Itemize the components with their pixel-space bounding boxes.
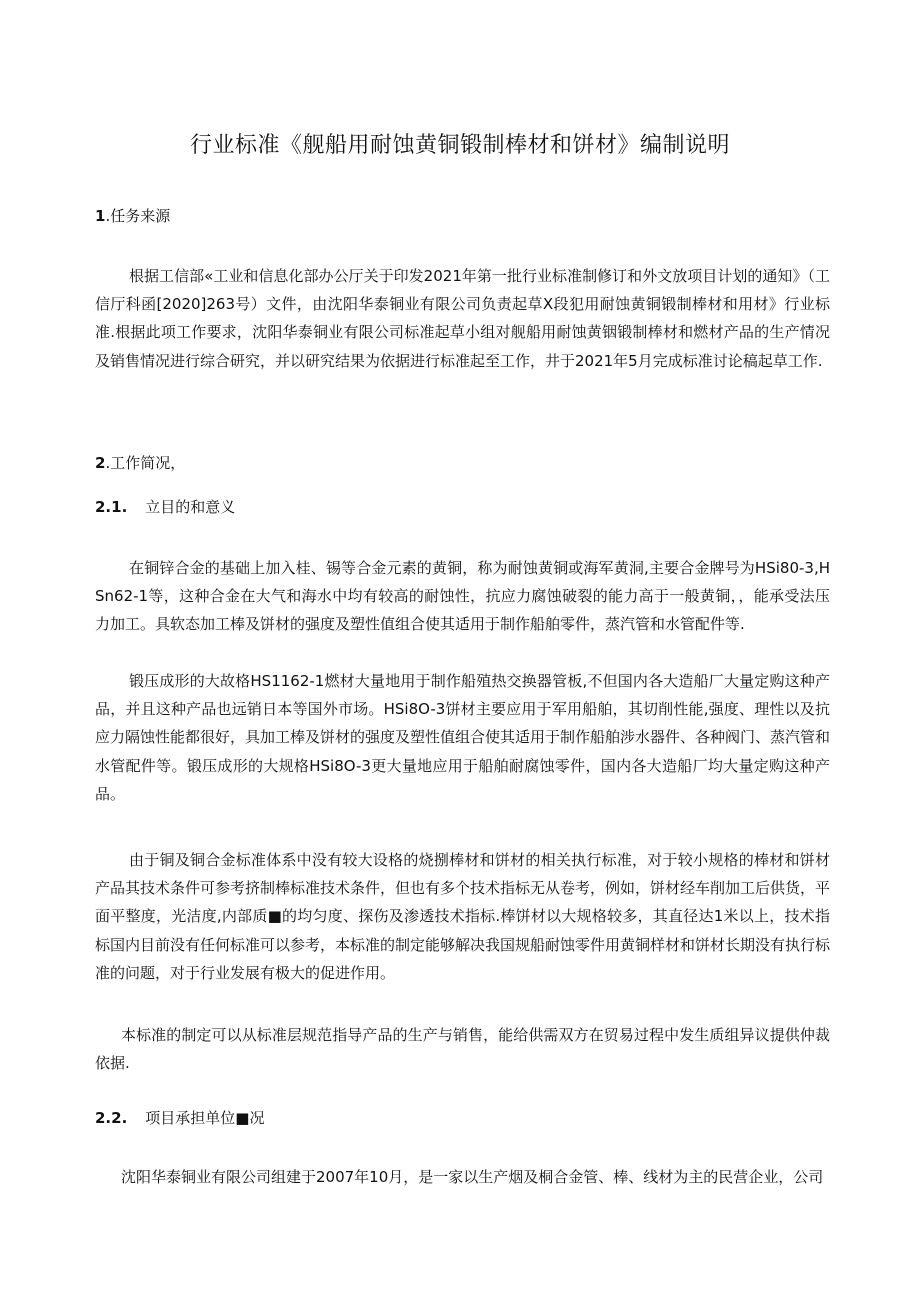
section-1-paragraph: 根据工信部«工业和信息化部办公厅关于印发2021年第一批行业标准制修订和外文放项目计划的通知》（工信厅科函[2020]263号）文件，由沈阳华泰铜业有限公司负责起草X段犯用耐蚀黄铜锻制棒材和用材》行业标准.根据此项工作要求，沈阳华泰铜业有限公司标准起草小组对舰船用耐蚀黄铟锻制棒材和燃材产品的生产情况及销售情况进行综合研究，并以研究结果为依据进行标准起至工作，井于2021年5月完成标准讨论稿起草工作.	[95, 267, 830, 370]
document-title: 行业标准《舰船用耐蚀黄铜锻制棒材和饼材》编制说明	[189, 133, 730, 158]
section-2-1-number: 2.1.	[95, 498, 128, 516]
section-2-2-number: 2.2.	[95, 1109, 128, 1127]
section-1-number: 1	[95, 207, 106, 225]
section-2-heading	[95, 452, 185, 473]
section-2-title: .工作简况，	[105, 454, 186, 472]
section-2-1-paragraph-3: 由于铜及铜合金标准体系中没有较大设格的烧捌棒材和饼材的相关执行标准，对于较小规格的棒材和饼材产品其技术条件可参考挤制棒标准技术条件，但也有多个技术指标无从卷考，例如，饼材经车削加工后供货，平面平整度，光洁度,内部质■的均匀度、探伤及渗透技术指标.棒饼材以大规格较多，其直径达1米以上，技术指标国内目前没有任何标准可以参考，本标准的制定能够解决我国规船耐蚀零件用黄铜样材和饼材长期没有执行标准的问题，对于行业发展有极大的促进作用。	[95, 851, 831, 982]
section-2-number: 2	[95, 454, 106, 472]
section-2-1-heading	[95, 496, 235, 517]
section-2-1-paragraph-1: 在铜锌合金的基础上加入桂、锡等合金元素的黄铜，称为耐蚀黄铜或海军黄洞,主要合金牌号为HSi80-3,HSn62-1等，这种合金在大气和海水中均有较高的耐蚀性，抗应力腐蚀破裂的能力高于一般黄铜，，能承受法压力加工。具软态加工棒及饼材的强度及塑性值组合使其适用于制作船舶零件，蒸汽管和水管配件等.	[95, 559, 830, 634]
section-2-2-title: 项目承担单位■况	[145, 1109, 265, 1127]
section-2-1-paragraph-4: 本标准的制定可以从标准层规范指导产品的生产与销售，能给供需双方在贸易过程中发生质组异议提供仲裁依据.	[95, 1026, 830, 1073]
section-2-2-paragraph: 沈阳华泰铜业有限公司组建于2007年10月，是一家以生产烟及桐合金管、棒、线材为主的民营企业，公司	[121, 1168, 824, 1186]
section-2-2-heading	[95, 1107, 264, 1128]
section-2-1-paragraph-2: 锻压成形的大故格HS1162-1燃材大量地用于制作船殖热交换器管板,不但国内各大造船厂大量定购这种产品，并且这种产品也远销日本等国外市场。HSi8O-3饼材主要应用于军用船舶，其切削性能,强度、理性以及抗应力隔蚀性能都很好，具加工棒及饼材的强度及塑性值组合使其适用于制作船舶涉水器件、各种阀门、蒸汽管和水管配件等。锻压成形的大规格HSi8O-3更大量地应用于船舶耐腐蚀零件，国内各大造船厂均大量定购这种产品。	[95, 672, 831, 803]
section-1-title: .任务来源	[105, 207, 171, 225]
section-1-heading	[95, 205, 170, 226]
section-2-1-title: 立目的和意义	[145, 498, 236, 516]
